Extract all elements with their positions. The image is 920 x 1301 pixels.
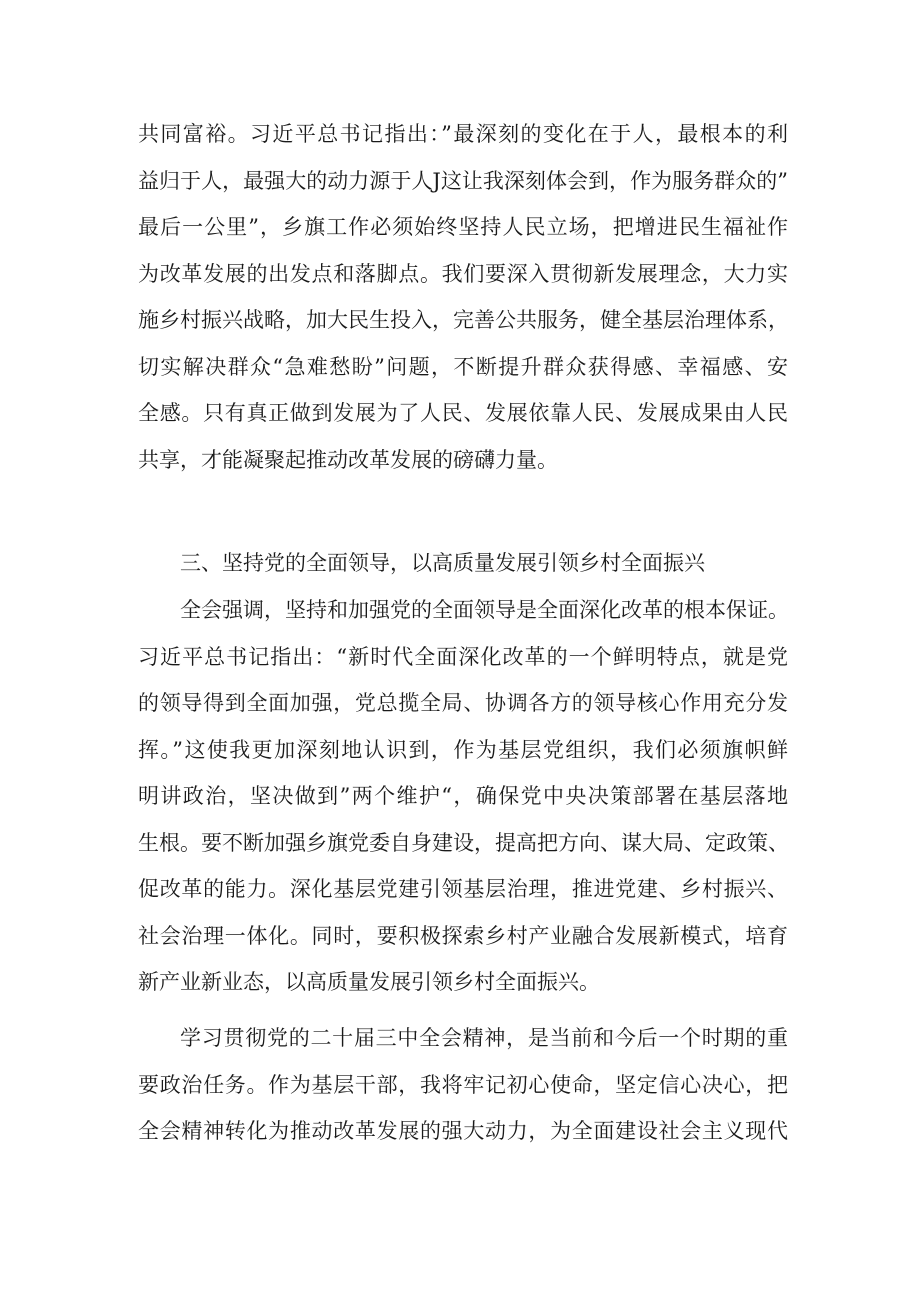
paragraph-party-leadership [138, 587, 788, 1006]
text-line: 习近平总书记指出：“新时代全面深化改革的一个鲜明特点，就是党 [138, 644, 788, 669]
section-heading [138, 540, 788, 587]
text-line: 挥。”这使我更加深刻地认识到，作为基层党组织，我们必须旗帜鲜 [138, 737, 788, 762]
text-line: 生根。要不断加强乡旗党委自身建设，提高把方向、谋大局、定政策、 [138, 830, 789, 855]
text-line: 新产业新业态，以高质量发展引领乡村全面振兴。 [138, 970, 600, 994]
text-line: 社会治理一体化。同时，要积极探索乡村产业融合发展新模式，培育 [138, 923, 788, 948]
text-line: 切实解决群众“急难愁盼”问题，不断提升群众获得感、幸福感、安 [138, 354, 788, 379]
paragraph-conclusion [138, 1015, 788, 1155]
text-line: 全会精神转化为推动改革发展的强大动力，为全面建设社会主义现代 [138, 1119, 788, 1143]
text-line: 共享，才能凝聚起推动改革发展的磅礴力量。 [138, 447, 558, 472]
text-line: 为改革发展的出发点和落脚点。我们要深入贯彻新发展理念，大力实 [138, 261, 788, 286]
text-line: 全会强调，坚持和加强党的全面领导是全面深化改革的根本保证。 [180, 598, 789, 622]
text-line: 的领导得到全面加强，党总揽全局、协调各方的领导核心作用充分发 [138, 691, 788, 715]
section-heading-text: 三、坚持党的全面领导，以高质量发展引领乡村全面振兴 [180, 551, 705, 575]
text-line: 明讲政治，坚决做到”两个维护“，确保党中央决策部署在基层落地 [138, 784, 788, 808]
text-line: 施乡村振兴战略，加大民生投入，完善公共服务，健全基层治理体系， [138, 308, 789, 332]
text-line: 最后一公里”，乡旗工作必须始终坚持人民立场，把增进民生福祉作 [138, 215, 788, 239]
text-line: 学习贯彻党的二十届三中全会精神，是当前和今后一个时期的重 [180, 1026, 788, 1050]
text-line: 要政治任务。作为基层干部，我将牢记初心使命，坚定信心决心，把 [138, 1072, 788, 1097]
text-line: 益归于人，最强大的动力源于人J这让我深刻体会到，作为服务群众的” [138, 168, 788, 193]
text-line: 共同富裕。习近平总书记指出：”最深刻的变化在于人，最根本的利 [138, 122, 788, 146]
paragraph-common-prosperity [138, 111, 788, 483]
text-line: 促改革的能力。深化基层党建引领基层治理，推进党建、乡村振兴、 [138, 877, 788, 901]
text-line: 全感。只有真正做到发展为了人民、发展依靠人民、发展成果由人民 [138, 401, 788, 425]
